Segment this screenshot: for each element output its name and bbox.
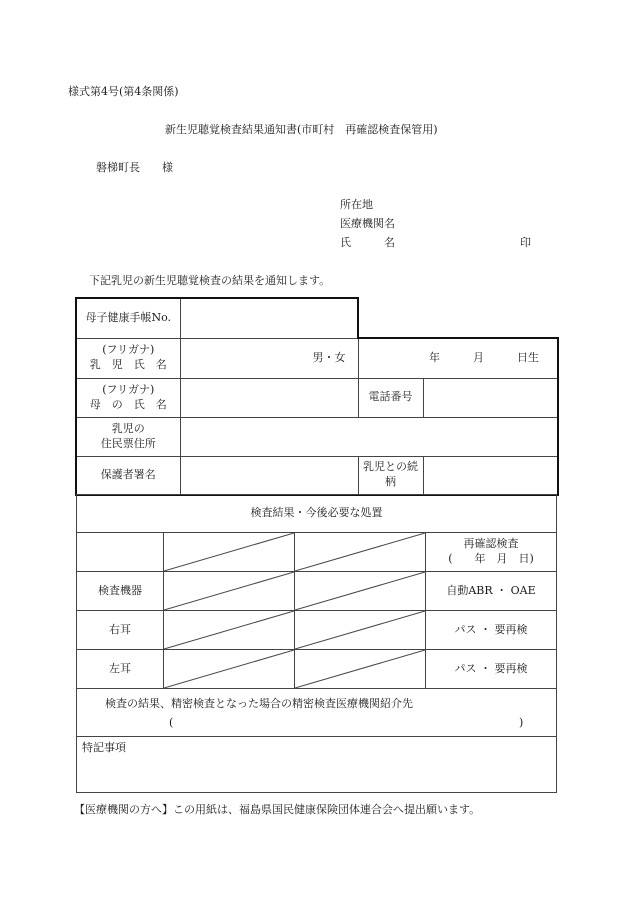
device-diagonal-cell — [164, 572, 295, 611]
seal-label: 印 — [520, 236, 531, 249]
form-number: 様式第4号(第4条関係) — [68, 85, 179, 98]
relation-field[interactable] — [423, 456, 558, 495]
page-title: 新生児聴覚検査結果通知書(市町村 再確認検査保管用) — [165, 123, 438, 136]
mch-handbook-field[interactable] — [180, 298, 358, 338]
sender-location-label: 所在地 — [340, 198, 373, 211]
referral-label: 検査の結果、精密検査となった場合の精密検査医療機関紹介先 — [105, 697, 413, 710]
results-table — [76, 494, 557, 793]
results-header-diagonal — [164, 533, 295, 572]
relation-label: 乳児との続柄 — [358, 456, 423, 495]
device-row-label: 検査機器 — [77, 572, 164, 611]
right-ear-options[interactable]: パス ・ 要再検 — [426, 611, 557, 650]
left-ear-options[interactable]: パス ・ 要再検 — [426, 650, 557, 689]
recheck-header — [426, 533, 557, 572]
referral-cell[interactable] — [77, 689, 557, 737]
results-section-title: 検査結果・今後必要な処置 — [77, 495, 557, 533]
notes-field[interactable] — [77, 737, 557, 793]
right-ear-label: 右耳 — [77, 611, 164, 650]
recheck-date[interactable]: ( 年 月 日) — [448, 552, 534, 565]
mother-name-label — [76, 378, 180, 417]
mother-furigana-label: (フリガナ) — [102, 382, 155, 396]
address-label-line2: 住民票住所 — [100, 436, 156, 450]
right-ear-diagonal-cell — [295, 611, 426, 650]
notes-label: 特記事項 — [82, 741, 126, 754]
infant-name-text: 乳 児 氏 名 — [89, 358, 167, 371]
infant-name-label — [76, 338, 180, 378]
sender-institution-label: 医療機関名 — [340, 217, 395, 230]
device-diagonal-cell — [295, 572, 426, 611]
recheck-label: 再確認検査 — [463, 537, 519, 551]
sex-options[interactable]: 男・女 — [312, 350, 346, 364]
left-ear-label: 左耳 — [77, 650, 164, 689]
device-options[interactable]: 自動ABR ・ OAE — [426, 572, 557, 611]
infant-name-field[interactable] — [180, 338, 358, 378]
guardian-label: 保護者署名 — [76, 456, 180, 495]
mother-name-field[interactable] — [180, 378, 358, 417]
address-label — [76, 417, 180, 456]
birth-date-label: 年 月 日生 — [429, 350, 539, 364]
intro-text: 下記乳児の新生児聴覚検査の結果を通知します。 — [89, 274, 331, 287]
infant-furigana-label: (フリガナ) — [102, 343, 155, 357]
results-header-blank — [77, 533, 164, 572]
addressee: 磐梯町長 様 — [96, 161, 173, 174]
right-ear-diagonal-cell — [164, 611, 295, 650]
address-field[interactable] — [180, 417, 558, 456]
address-label-line1: 乳児の — [111, 421, 145, 435]
referral-open-paren: ( — [169, 716, 174, 729]
left-ear-diagonal-cell — [295, 650, 426, 689]
left-ear-diagonal-cell — [164, 650, 295, 689]
footer-note: 【医療機関の方へ】この用紙は、福島県国民健康保険団体連合会へ提出願います。 — [74, 803, 481, 816]
mch-handbook-label: 母子健康手帳No. — [76, 298, 180, 338]
phone-label: 電話番号 — [358, 378, 423, 417]
guardian-signature-field[interactable] — [180, 456, 358, 495]
referral-close-paren: ) — [519, 716, 524, 729]
results-header-diagonal — [295, 533, 426, 572]
info-table — [75, 297, 559, 496]
phone-field[interactable] — [423, 378, 558, 417]
sender-name-label: 氏 名 — [340, 236, 395, 249]
birth-date-field[interactable] — [358, 338, 558, 378]
mother-name-text: 母 の 氏 名 — [89, 397, 167, 411]
